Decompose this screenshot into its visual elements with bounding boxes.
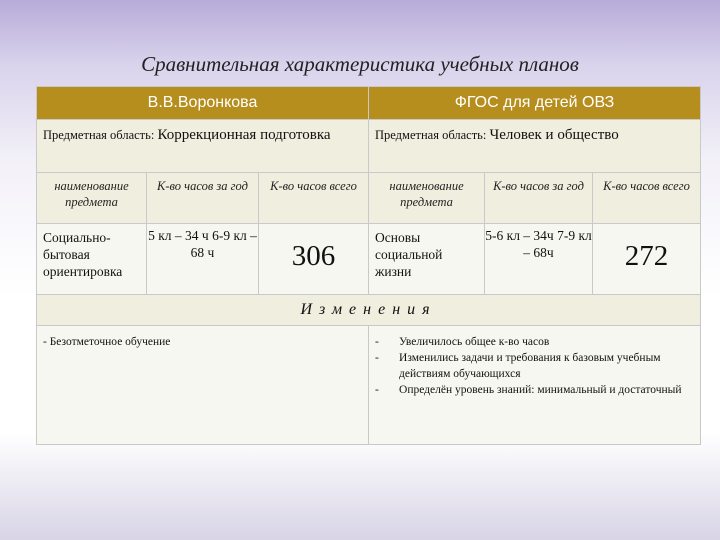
column-header-row (37, 173, 701, 224)
right-hours-total: 272 (593, 224, 701, 295)
right-changes (369, 326, 701, 445)
subject-area-row (37, 120, 701, 173)
right-hours-year: 5-6 кл – 34ч 7-9 кл – 68ч (485, 224, 593, 295)
left-header: В.В.Воронкова (37, 87, 369, 120)
left-hours-year: 5 кл – 34 ч 6-9 кл – 68 ч (147, 224, 259, 295)
list-item: - Изменились задачи и требования к базовым учебным действиям обучающихся (375, 350, 694, 382)
left-change-item: - Безотметочное обучение (43, 336, 171, 348)
left-area-label: Предметная область: (43, 128, 158, 142)
list-item: - Увеличилось общее к-во часов (375, 334, 694, 350)
left-col-hours-total: К-во часов всего (259, 173, 369, 224)
left-subject-area (37, 120, 369, 173)
right-col-subject-name: наименование предмета (369, 173, 485, 224)
left-col-subject-name: наименование предмета (37, 173, 147, 224)
right-subject: Основы социальной жизни (369, 224, 485, 295)
table-row (37, 224, 701, 295)
right-subject-area (369, 120, 701, 173)
left-subject: Социально-бытовая ориентировка (37, 224, 147, 295)
changes-title: Изменения (37, 295, 701, 326)
right-changes-list (375, 334, 694, 398)
left-hours-total: 306 (259, 224, 369, 295)
right-area-value: Человек и общество (489, 127, 619, 143)
right-header: ФГОС для детей ОВЗ (369, 87, 701, 120)
left-changes (37, 326, 369, 445)
left-col-hours-year: К-во часов за год (147, 173, 259, 224)
header-row (37, 87, 701, 120)
left-area-value: Коррекционная подготовка (157, 127, 331, 143)
right-area-label: Предметная область: (375, 128, 490, 142)
right-col-hours-year: К-во часов за год (485, 173, 593, 224)
slide-title: Сравнительная характеристика учебных планов (141, 52, 579, 76)
changes-details-row (37, 326, 701, 445)
changes-row (37, 295, 701, 326)
list-item: - Определён уровень знаний: минимальный и достаточный (375, 382, 694, 398)
comparison-table (36, 86, 701, 445)
right-col-hours-total: К-во часов всего (593, 173, 701, 224)
